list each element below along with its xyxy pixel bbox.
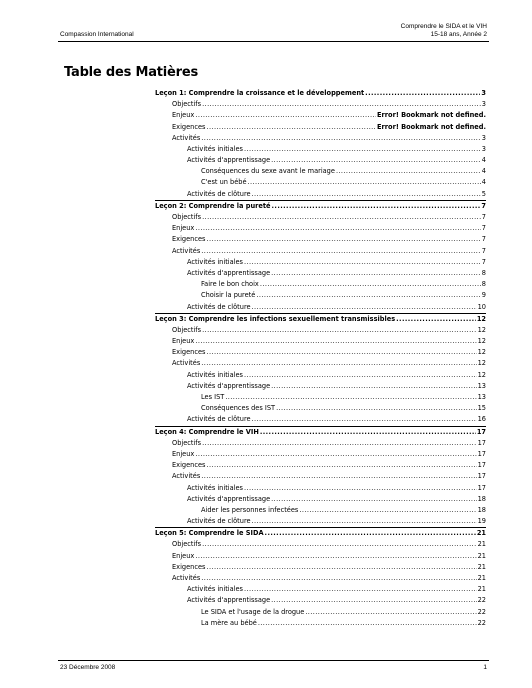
toc-leader-dots — [201, 471, 476, 482]
toc-entry-label: Activités — [172, 246, 201, 255]
toc-entry-page: 17 — [477, 449, 486, 458]
toc-entry-label: Activités de clôture — [187, 415, 251, 424]
toc-leader-dots — [252, 516, 477, 527]
toc-entry-page: 7 — [481, 201, 486, 210]
toc-leader-dots — [244, 257, 481, 268]
toc-leader-dots — [195, 223, 480, 234]
toc-leader-dots — [202, 99, 481, 110]
toc-entry[interactable] — [155, 223, 486, 234]
toc-entry[interactable] — [155, 347, 486, 358]
table-of-contents — [155, 88, 486, 629]
toc-entry-page: 7 — [481, 224, 486, 233]
toc-entry-label: Activités de clôture — [187, 189, 251, 198]
footer-date: 23 Décembre 2008 — [60, 664, 116, 671]
toc-entry-label: Activités d'apprentissage — [187, 596, 271, 605]
toc-entry[interactable] — [155, 189, 486, 200]
toc-entry-label: Activités initiales — [187, 370, 243, 379]
toc-entry[interactable] — [155, 302, 486, 313]
toc-entry[interactable] — [155, 370, 486, 381]
toc-entry-page: 12 — [476, 314, 486, 323]
toc-entry-page: 21 — [476, 529, 486, 538]
toc-leader-dots — [202, 325, 477, 336]
toc-leader-dots — [336, 166, 481, 177]
toc-entry-page: 12 — [477, 370, 486, 379]
toc-entry-page: 4 — [481, 178, 486, 187]
toc-entry-label: Aider les personnes infectées — [201, 505, 299, 514]
toc-entry[interactable] — [155, 290, 486, 301]
toc-lesson-entry[interactable] — [155, 314, 486, 325]
toc-leader-dots — [195, 551, 476, 562]
toc-leader-dots — [271, 155, 481, 166]
toc-entry-label: Enjeux — [172, 551, 195, 560]
toc-entry[interactable] — [155, 403, 486, 414]
toc-entry[interactable] — [155, 212, 486, 223]
toc-leader-dots — [272, 201, 481, 212]
toc-entry-page: 8 — [481, 268, 486, 277]
page-title: Table des Matières — [64, 65, 199, 80]
toc-leader-dots — [276, 403, 477, 414]
toc-leader-dots — [201, 246, 481, 257]
toc-leader-dots — [265, 528, 476, 539]
toc-entry-page: 3 — [481, 144, 486, 153]
toc-leader-dots — [271, 595, 476, 606]
toc-entry-label: Leçon 3: Comprendre les infections sexuellement transmissibles — [155, 314, 396, 323]
toc-entry[interactable] — [155, 246, 486, 257]
toc-entry-label: Activités initiales — [187, 483, 243, 492]
toc-leader-dots — [271, 494, 476, 505]
toc-entry[interactable] — [155, 178, 486, 189]
toc-entry-page: 17 — [477, 483, 486, 492]
toc-entry-label: Objectifs — [172, 325, 202, 334]
toc-entry-page: 10 — [477, 302, 486, 311]
toc-lesson-entry[interactable] — [155, 427, 486, 438]
toc-entry-label: Objectifs — [172, 213, 202, 222]
toc-entry-label: Activités d'apprentissage — [187, 381, 271, 390]
toc-entry[interactable] — [155, 584, 486, 595]
toc-entry[interactable] — [155, 133, 486, 144]
toc-entry-label: Conséquences du sexe avant le mariage — [201, 167, 335, 176]
toc-entry-page: 7 — [481, 246, 486, 255]
toc-entry-page: 21 — [477, 574, 486, 583]
toc-entry-label: Activités — [172, 133, 201, 142]
toc-leader-dots — [225, 392, 476, 403]
toc-entry[interactable] — [155, 359, 486, 370]
toc-entry-page: 19 — [477, 517, 486, 526]
toc-leader-dots — [256, 290, 480, 301]
toc-leader-dots — [201, 573, 476, 584]
toc-entry-label: Les IST — [201, 393, 225, 402]
toc-entry[interactable] — [155, 325, 486, 336]
toc-entry[interactable] — [155, 483, 486, 494]
header-document-info — [401, 23, 487, 39]
toc-entry-page: 4 — [481, 167, 486, 176]
toc-entry-page: 21 — [477, 585, 486, 594]
toc-leader-dots — [206, 122, 376, 133]
toc-entry-label: Exigences — [172, 562, 206, 571]
toc-entry[interactable] — [155, 279, 486, 290]
toc-entry[interactable] — [155, 257, 486, 268]
toc-entry[interactable] — [155, 268, 486, 279]
toc-entry[interactable] — [155, 595, 486, 606]
toc-entry-label: Activités d'apprentissage — [187, 494, 271, 503]
toc-entry[interactable] — [155, 505, 486, 516]
toc-leader-dots — [260, 279, 481, 290]
toc-leader-dots — [396, 314, 476, 325]
toc-entry-page: 3 — [481, 88, 486, 97]
toc-entry-page: 12 — [477, 348, 486, 357]
toc-entry-page: 13 — [477, 381, 486, 390]
toc-entry-page: 4 — [481, 156, 486, 165]
toc-leader-dots — [201, 358, 476, 369]
toc-entry-page: 22 — [477, 618, 486, 627]
toc-entry-label: Exigences — [172, 348, 206, 357]
toc-entry-label: La mère au bébé — [201, 618, 257, 627]
toc-leader-dots — [202, 539, 477, 550]
toc-lesson-entry[interactable] — [155, 201, 486, 212]
toc-entry-page: 3 — [481, 100, 486, 109]
toc-entry[interactable] — [155, 562, 486, 573]
toc-leader-dots — [195, 110, 376, 121]
toc-entry-label: Activités initiales — [187, 585, 243, 594]
toc-lesson-entry[interactable] — [155, 88, 486, 99]
toc-entry-label: Exigences — [172, 461, 206, 470]
header-divider — [58, 41, 489, 42]
toc-entry-label: Leçon 1: Comprendre la croissance et le développement — [155, 88, 365, 97]
toc-leader-dots — [206, 347, 476, 358]
toc-entry[interactable] — [155, 234, 486, 245]
toc-entry-label: Activités d'apprentissage — [187, 268, 271, 277]
toc-entry[interactable] — [155, 336, 486, 347]
toc-entry-page: 12 — [477, 359, 486, 368]
toc-leader-dots — [365, 88, 480, 99]
toc-entry[interactable] — [155, 414, 486, 425]
toc-entry-label: Activités de clôture — [187, 302, 251, 311]
toc-entry-page: Error! Bookmark not defined. — [377, 122, 486, 131]
toc-entry-label: Leçon 5: Comprendre le SIDA — [155, 529, 264, 538]
toc-entry-page: 7 — [481, 213, 486, 222]
toc-entry-label: Le SIDA et l'usage de la drogue — [201, 607, 305, 616]
toc-leader-dots — [252, 189, 481, 200]
toc-entry-label: Objectifs — [172, 438, 202, 447]
toc-entry-page: 22 — [477, 607, 486, 616]
toc-entry[interactable] — [155, 573, 486, 584]
toc-entry-label: Leçon 2: Comprendre la pureté — [155, 201, 271, 210]
toc-leader-dots — [202, 212, 481, 223]
toc-leader-dots — [252, 414, 477, 425]
toc-entry-page: 7 — [481, 235, 486, 244]
toc-entry-label: Activités — [172, 574, 201, 583]
toc-entry[interactable] — [155, 551, 486, 562]
toc-entry-page: 17 — [477, 438, 486, 447]
toc-entry-page: 16 — [477, 415, 486, 424]
header-organization: Compassion International — [60, 31, 134, 38]
toc-entry-page: 18 — [477, 494, 486, 503]
toc-entry-page: 12 — [477, 337, 486, 346]
toc-entry-page: 21 — [477, 540, 486, 549]
footer-page-number: 1 — [483, 664, 487, 671]
toc-entry-label: Enjeux — [172, 111, 195, 120]
toc-entry[interactable] — [155, 392, 486, 403]
header-audience: 15-18 ans, Année 2 — [430, 31, 487, 38]
footer-divider — [58, 660, 489, 661]
toc-lesson-entry[interactable] — [155, 528, 486, 539]
toc-entry-label: Activités — [172, 359, 201, 368]
toc-entry-page: 22 — [477, 596, 486, 605]
toc-leader-dots — [305, 607, 476, 618]
toc-entry[interactable] — [155, 99, 486, 110]
toc-entry-page: 17 — [476, 427, 486, 436]
toc-entry-page: 17 — [477, 472, 486, 481]
toc-entry-label: Activités de clôture — [187, 517, 251, 526]
toc-entry-label: Conséquences des IST — [201, 404, 276, 413]
toc-entry-page: 7 — [481, 257, 486, 266]
toc-entry-label: Activités d'apprentissage — [187, 156, 271, 165]
toc-entry[interactable] — [155, 618, 486, 629]
toc-leader-dots — [252, 302, 477, 313]
toc-entry[interactable] — [155, 122, 486, 133]
toc-leader-dots — [244, 584, 477, 595]
toc-entry-page: 17 — [477, 461, 486, 470]
toc-entry-page: 12 — [477, 325, 486, 334]
toc-entry[interactable] — [155, 155, 486, 166]
toc-leader-dots — [206, 562, 476, 573]
toc-entry[interactable] — [155, 438, 486, 449]
toc-entry-page: Error! Bookmark not defined. — [377, 111, 486, 120]
toc-entry-label: Objectifs — [172, 100, 202, 109]
toc-leader-dots — [206, 234, 480, 245]
toc-entry[interactable] — [155, 166, 486, 177]
toc-entry-page: 21 — [477, 551, 486, 560]
toc-entry[interactable] — [155, 607, 486, 618]
toc-entry-label: Activités — [172, 472, 201, 481]
toc-leader-dots — [260, 427, 476, 438]
toc-entry-page: 13 — [477, 393, 486, 402]
toc-entry[interactable] — [155, 110, 486, 121]
toc-leader-dots — [258, 618, 477, 629]
toc-leader-dots — [244, 144, 481, 155]
toc-leader-dots — [299, 505, 476, 516]
toc-entry[interactable] — [155, 471, 486, 482]
toc-leader-dots — [271, 381, 476, 392]
toc-entry-page: 15 — [477, 404, 486, 413]
toc-entry[interactable] — [155, 494, 486, 505]
toc-entry[interactable] — [155, 460, 486, 471]
toc-entry-page: 9 — [481, 291, 486, 300]
toc-entry-label: Faire le bon choix — [201, 280, 259, 289]
toc-entry-page: 3 — [481, 133, 486, 142]
toc-entry[interactable] — [155, 449, 486, 460]
toc-entry-page: 5 — [481, 189, 486, 198]
toc-entry-page: 8 — [481, 280, 486, 289]
toc-entry[interactable] — [155, 516, 486, 527]
toc-leader-dots — [206, 460, 476, 471]
toc-entry-label: C'est un bébé — [201, 178, 247, 187]
toc-entry-label: Activités initiales — [187, 144, 243, 153]
toc-entry-page: 21 — [477, 562, 486, 571]
toc-entry-page: 18 — [477, 505, 486, 514]
toc-entry[interactable] — [155, 144, 486, 155]
toc-leader-dots — [271, 268, 481, 279]
toc-leader-dots — [195, 336, 476, 347]
toc-entry-label: Activités initiales — [187, 257, 243, 266]
toc-leader-dots — [248, 177, 481, 188]
toc-entry-label: Exigences — [172, 235, 206, 244]
toc-entry-label: Leçon 4: Comprendre le VIH — [155, 427, 259, 436]
toc-leader-dots — [244, 483, 477, 494]
toc-leader-dots — [201, 133, 481, 144]
toc-entry-label: Enjeux — [172, 224, 195, 233]
toc-entry[interactable] — [155, 540, 486, 551]
toc-leader-dots — [244, 370, 477, 381]
toc-leader-dots — [202, 438, 477, 449]
header-document-title: Comprendre le SIDA et le VIH — [400, 23, 487, 30]
toc-entry-label: Objectifs — [172, 540, 202, 549]
toc-leader-dots — [195, 449, 476, 460]
toc-entry-label: Enjeux — [172, 449, 195, 458]
toc-entry-label: Exigences — [172, 122, 206, 131]
toc-entry[interactable] — [155, 381, 486, 392]
toc-entry-label: Choisir la pureté — [201, 291, 256, 300]
toc-entry-label: Enjeux — [172, 337, 195, 346]
